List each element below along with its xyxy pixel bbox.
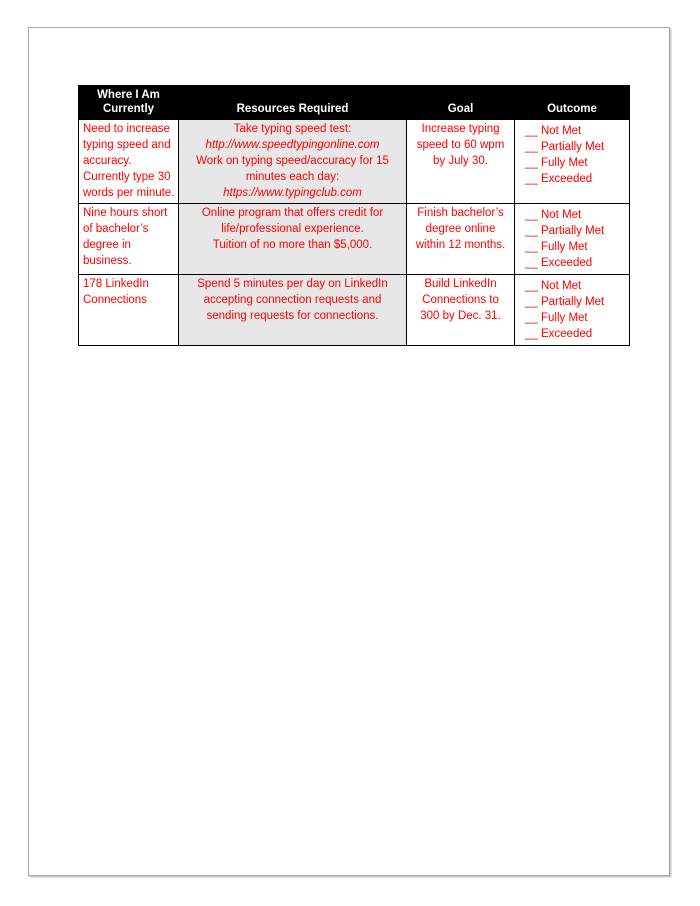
outcome-option-not-met: __ Not Met xyxy=(525,209,582,221)
cell-resources xyxy=(179,120,407,204)
cell-outcome xyxy=(515,275,630,346)
outcome-option-not-met: __ Not Met xyxy=(525,125,582,137)
outcome-option-exceeded: __ Exceeded xyxy=(525,328,593,340)
resource-text: Take typing speed test: xyxy=(233,123,352,135)
resource-text: Tuition of no more than $5,000. xyxy=(212,239,373,251)
outcome-option-fully-met: __ Fully Met xyxy=(525,241,588,253)
outcome-option-fully-met: __ Fully Met xyxy=(525,312,588,324)
resource-text: Online program that offers credit for life/professional experience. xyxy=(201,207,384,235)
column-header-where-i-am-currently: Where I Am Currently xyxy=(79,86,179,120)
outcome-option-not-met: __ Not Met xyxy=(525,280,582,292)
table-row-bachelors-degree xyxy=(79,204,630,275)
outcome-option-exceeded: __ Exceeded xyxy=(525,257,593,269)
outcome-option-partially-met: __ Partially Met xyxy=(525,296,605,308)
cell-resources xyxy=(179,204,407,275)
outcome-option-partially-met: __ Partially Met xyxy=(525,141,605,153)
outcome-option-partially-met: __ Partially Met xyxy=(525,225,605,237)
cell-outcome xyxy=(515,204,630,275)
cell-resources xyxy=(179,275,407,346)
cell-current-state: 178 LinkedIn Connections xyxy=(79,275,179,346)
column-header-outcome: Outcome xyxy=(515,86,630,120)
resource-url-link[interactable]: http://www.speedtypingonline.com xyxy=(205,139,380,151)
cell-current-state: Nine hours short of bachelor’s degree in business. xyxy=(79,204,179,275)
column-header-goal: Goal xyxy=(407,86,515,120)
goals-table xyxy=(78,85,630,346)
resource-url-link[interactable]: https://www.typingclub.com xyxy=(223,187,362,199)
outcome-option-exceeded: __ Exceeded xyxy=(525,173,593,185)
document-page xyxy=(28,27,670,876)
cell-current-state: Need to increase typing speed and accuracy. Currently type 30 words per minute. xyxy=(79,120,179,204)
column-header-resources-required: Resources Required xyxy=(179,86,407,120)
table-row-typing-speed xyxy=(79,120,630,204)
cell-outcome xyxy=(515,120,630,204)
outcome-option-fully-met: __ Fully Met xyxy=(525,157,588,169)
table-header-row xyxy=(79,86,630,120)
table-row-linkedin-connections xyxy=(79,275,630,346)
cell-goal: Increase typing speed to 60 wpm by July 30. xyxy=(407,120,515,204)
resource-text: Work on typing speed/accuracy for 15 minutes each day: xyxy=(196,155,389,183)
resource-text: Spend 5 minutes per day on LinkedIn accepting connection requests and sending requests for connections. xyxy=(197,278,388,322)
cell-goal: Build LinkedIn Connections to 300 by Dec. 31. xyxy=(407,275,515,346)
cell-goal: Finish bachelor’s degree online within 12 months. xyxy=(407,204,515,275)
